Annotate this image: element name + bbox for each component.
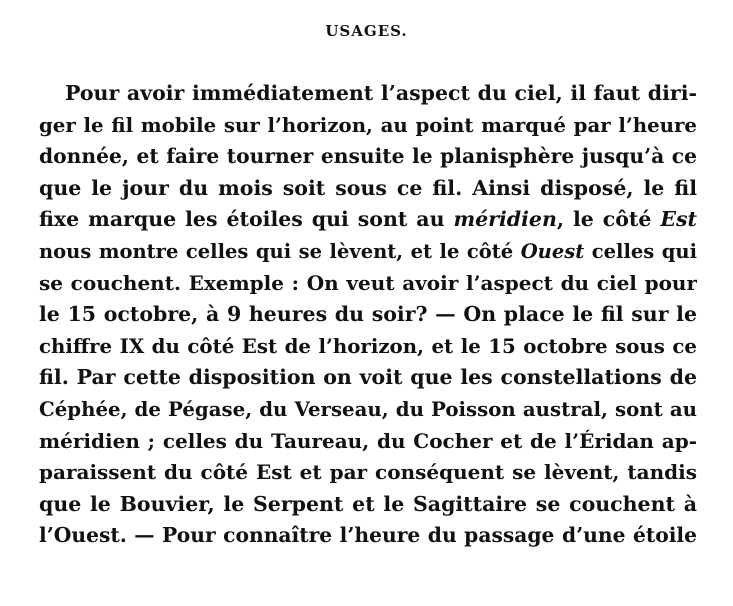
text-line-15: l’Ouest. — Pour connaître l’heure du passage d’une étoile [39, 523, 697, 548]
text-line-2: ger le fil mobile sur l’horizon, au point marqué par l’heure [39, 112, 697, 137]
text-line-1: Pour avoir immédiatement l’aspect du ciel, il faut diri- [65, 81, 697, 105]
body-paragraph [39, 78, 697, 552]
text-line-6: nous montre celles qui se lèvent, et le côté Ouest celles qui [39, 239, 697, 263]
text-line-10: fil. Par cette disposition on voit que les constellations de [39, 365, 697, 390]
text-line-4: que le jour du mois soit sous ce fil. Ainsi disposé, le fil [39, 175, 697, 200]
text-line-7: se couchent. Exemple : On veut avoir l’aspect du ciel pour [39, 270, 697, 295]
text-line-14: que le Bouvier, le Serpent et le Sagittaire se couchent à [39, 491, 697, 516]
text-line-8: le 15 octobre, à 9 heures du soir? — On place le fil sur le [39, 302, 697, 327]
text-line-13: paraissent du côté Est et par conséquent se lèvent, tandis [39, 460, 697, 485]
text-line-9: chiffre IX du côté Est de l’horizon, et le 15 octobre sous ce [39, 333, 697, 358]
text-line-5: fixe marque les étoiles qui sont au méridien, le côté Est [39, 207, 697, 232]
running-head-title: USAGES. [325, 22, 408, 40]
text-line-3: donnée, et faire tourner ensuite le planisphère jusqu’à ce [39, 144, 697, 169]
text-line-11: Céphée, de Pégase, du Verseau, du Poisson austral, sont au [39, 396, 697, 421]
text-line-12: méridien ; celles du Taureau, du Cocher et de l’Éridan ap- [39, 428, 697, 453]
